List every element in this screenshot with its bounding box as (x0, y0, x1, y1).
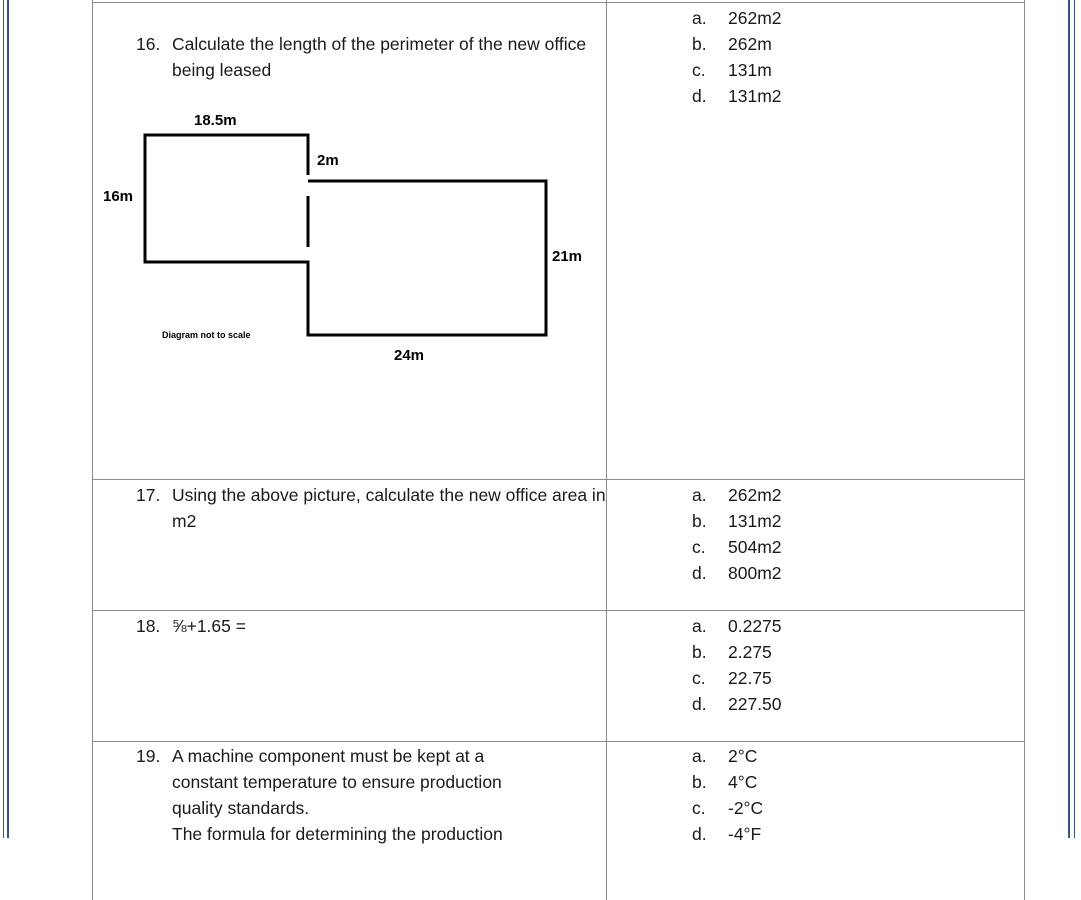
table-row-divider (92, 610, 1024, 611)
question-text: ⅝+1.65 = (172, 616, 246, 636)
answer-option[interactable]: b. 131m2 (692, 511, 782, 531)
dimension-label-right: 21m (552, 248, 583, 265)
question-text-line: The formula for determining the production (172, 824, 503, 844)
answer-options-16 (692, 5, 782, 109)
answer-option[interactable]: a. 0.2275 (692, 616, 782, 636)
answer-option[interactable]: a. 262m2 (692, 8, 782, 28)
question-text: Using the above picture, calculate the new office area in m2 (172, 485, 606, 531)
question-number: 19. (136, 746, 161, 766)
question-number: 16. (136, 34, 161, 54)
answer-option[interactable]: d. -4°F (692, 824, 762, 844)
dimension-label-left: 16m (103, 188, 134, 205)
answer-option[interactable]: c. 22.75 (692, 668, 772, 688)
answer-option[interactable]: a. 262m2 (692, 485, 782, 505)
question-18 (136, 613, 606, 639)
office-floor-plan-diagram (0, 0, 620, 380)
answer-options-17 (692, 482, 782, 586)
answer-option[interactable]: d. 227.50 (692, 694, 782, 714)
table-row-divider (92, 479, 1024, 480)
dimension-label-gap: 2m (317, 152, 339, 169)
answer-option[interactable]: d. 800m2 (692, 563, 782, 583)
question-number: 17. (136, 485, 161, 505)
question-text-line: A machine component must be kept at a (172, 746, 485, 766)
answer-option[interactable]: c. -2°C (692, 798, 764, 818)
question-19 (136, 743, 606, 847)
dimension-label-bottom: 24m (394, 347, 425, 364)
question-text: Calculate the length of the perimeter of the new office being leased (172, 34, 587, 80)
floor-plan-outline (145, 135, 546, 335)
answer-option[interactable]: d. 131m2 (692, 86, 782, 106)
page-border-right-inner (1074, 0, 1075, 838)
answer-option[interactable]: c. 131m (692, 60, 772, 80)
answer-options-19 (692, 743, 763, 847)
question-text (172, 743, 606, 847)
page-border-right (1068, 0, 1070, 838)
question-text-line: quality standards. (172, 798, 310, 818)
question-17 (136, 482, 606, 534)
question-text-line: constant temperature to ensure production (172, 772, 502, 792)
question-number: 18. (136, 616, 161, 636)
answer-option[interactable]: b. 4°C (692, 772, 758, 792)
dimension-label-top: 18.5m (194, 112, 237, 129)
answer-option[interactable]: a. 2°C (692, 746, 758, 766)
answer-options-18 (692, 613, 782, 717)
answer-option[interactable]: b. 2.275 (692, 642, 772, 662)
table-row-divider (92, 741, 1024, 742)
answer-option[interactable]: c. 504m2 (692, 537, 782, 557)
diagram-scale-note: Diagram not to scale (162, 330, 251, 340)
answer-option[interactable]: b. 262m (692, 34, 772, 54)
